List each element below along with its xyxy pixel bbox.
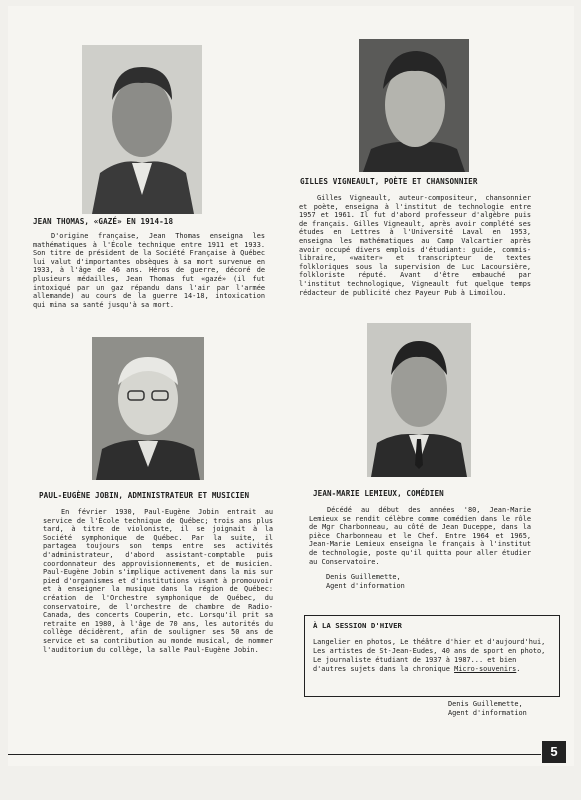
page-number: 5 <box>542 741 566 763</box>
jean-thomas-photo <box>82 45 202 214</box>
signature-role: Agent d'information <box>326 582 405 590</box>
winter-session-title: À LA SESSION D'HIVER <box>313 621 402 630</box>
gilles-vigneault-caption: GILLES VIGNEAULT, POÈTE ET CHANSONNIER <box>300 177 478 186</box>
bottom-rule <box>8 754 541 755</box>
paul-eugene-jobin-photo <box>92 337 204 480</box>
signature-name: Denis Guillemette, <box>326 573 401 581</box>
paul-eugene-jobin-bio: En février 1930, Paul-Eugène Jobin entrait au service de l'École technique de Québec; trois ans plus tard, à titre de violoniste, il se joignait à la Société symphonique de Québec. Par la suite, il partagea toujours son temps entre ses activités d'administrateur, d'abord assistant-comptable puis coordonnateur des approvisionnements, et de musicien. Paul-Eugène Jobin s'implique activement dans la mis sur pied d'organismes et d'institutions visant à promouvoir et à enseigner la musique dans la région de Québec: création de l'Orchestre symphonique de Québec, du conservatoire, de l'orchestre de chambre de Radio-Canada, des concerts Couperin, etc. Lorsqu'il prit sa retraite en 1980, à l'âge de 70 ans, les autorités du collège décidèrent, afin de souligner ses 50 ans de service et sa contribution au monde musical, de nommer l'auditorium du collège, la salle Paul-Eugène Jobin. <box>43 508 273 654</box>
signature-name: Denis Guillemette, <box>448 700 523 708</box>
magazine-page <box>8 6 574 766</box>
jean-marie-lemieux-caption: JEAN-MARIE LEMIEUX, COMÉDIEN <box>313 489 444 498</box>
jean-marie-lemieux-bio: Décédé au début des années '80, Jean-Marie Lemieux se rendit célèbre comme comédien dans le rôle de Mgr Charbonneau, au côté de Jean Duceppe, dans la pièce Charbonneau et le Chef. Entre 1964 et 1965, Jean-Marie Lemieux enseigna le français à l'institut de technologie, poste qu'il quitta pour aller étudier au Conservatoire. <box>309 506 531 566</box>
gilles-vigneault-bio: Gilles Vigneault, auteur-compositeur, chansonnier et poète, enseigna à l'institut de technologie entre 1957 et 1961. Il fut d'abord professeur d'algèbre puis de français. Gilles Vigneault, après avoir complété ses études en Lettres à l'Université Laval en 1953, enseigna les mathématiques au Camp Valcartier après avoir occupé divers emplois d'étudiant: guide, commis-libraire, «waiter» et transcripteur de textes folkloriques sous la supervision de Luc Lacoursière, folkloriste réputé. Avant d'être embauché par l'institut technologique, Vigneault fut quelque temps rédacteur de publicité chez Payeur Pub à Limoilou. <box>299 194 531 297</box>
jean-marie-lemieux-photo <box>367 323 471 477</box>
middle-signature <box>326 573 405 591</box>
winter-session-text: Langelier en photos, Le théâtre d'hier et d'aujourd'hui, Les artistes de St-Jean-Eudes, 40 ans de sport en photo, Le journaliste étudiant de 1937 à 1987... et bien d'autres sujets dans la chronique Micro-souvenirs. <box>313 638 546 673</box>
paul-eugene-jobin-caption: PAUL-EUGÈNE JOBIN, ADMINISTRATEUR ET MUSICIEN <box>39 491 250 500</box>
bottom-signature <box>448 700 527 718</box>
signature-role: Agent d'information <box>448 709 527 717</box>
gilles-vigneault-photo <box>359 39 469 172</box>
jean-thomas-bio: D'origine française, Jean Thomas enseigna les mathématiques à l'École technique entre 1911 et 1933. Son titre de président de la Société Française à Québec lui valut d'importantes obsèques à sa mort survenue en 1933, à l'âge de 46 ans. Héros de guerre, décoré de plusieurs médailles, Jean Thomas fut «gazé» (il fut intoxiqué par un gaz répandu dans l'air par l'armée allemande) au cours de la guerre 14-18, intoxication qui mina sa santé jusqu'à sa mort. <box>33 232 265 309</box>
jean-thomas-caption: JEAN THOMAS, «GAZÉ» EN 1914-18 <box>33 217 174 226</box>
winter-session-box <box>304 615 560 697</box>
micro-souvenirs-link[interactable]: Micro-souvenirs <box>454 665 517 673</box>
